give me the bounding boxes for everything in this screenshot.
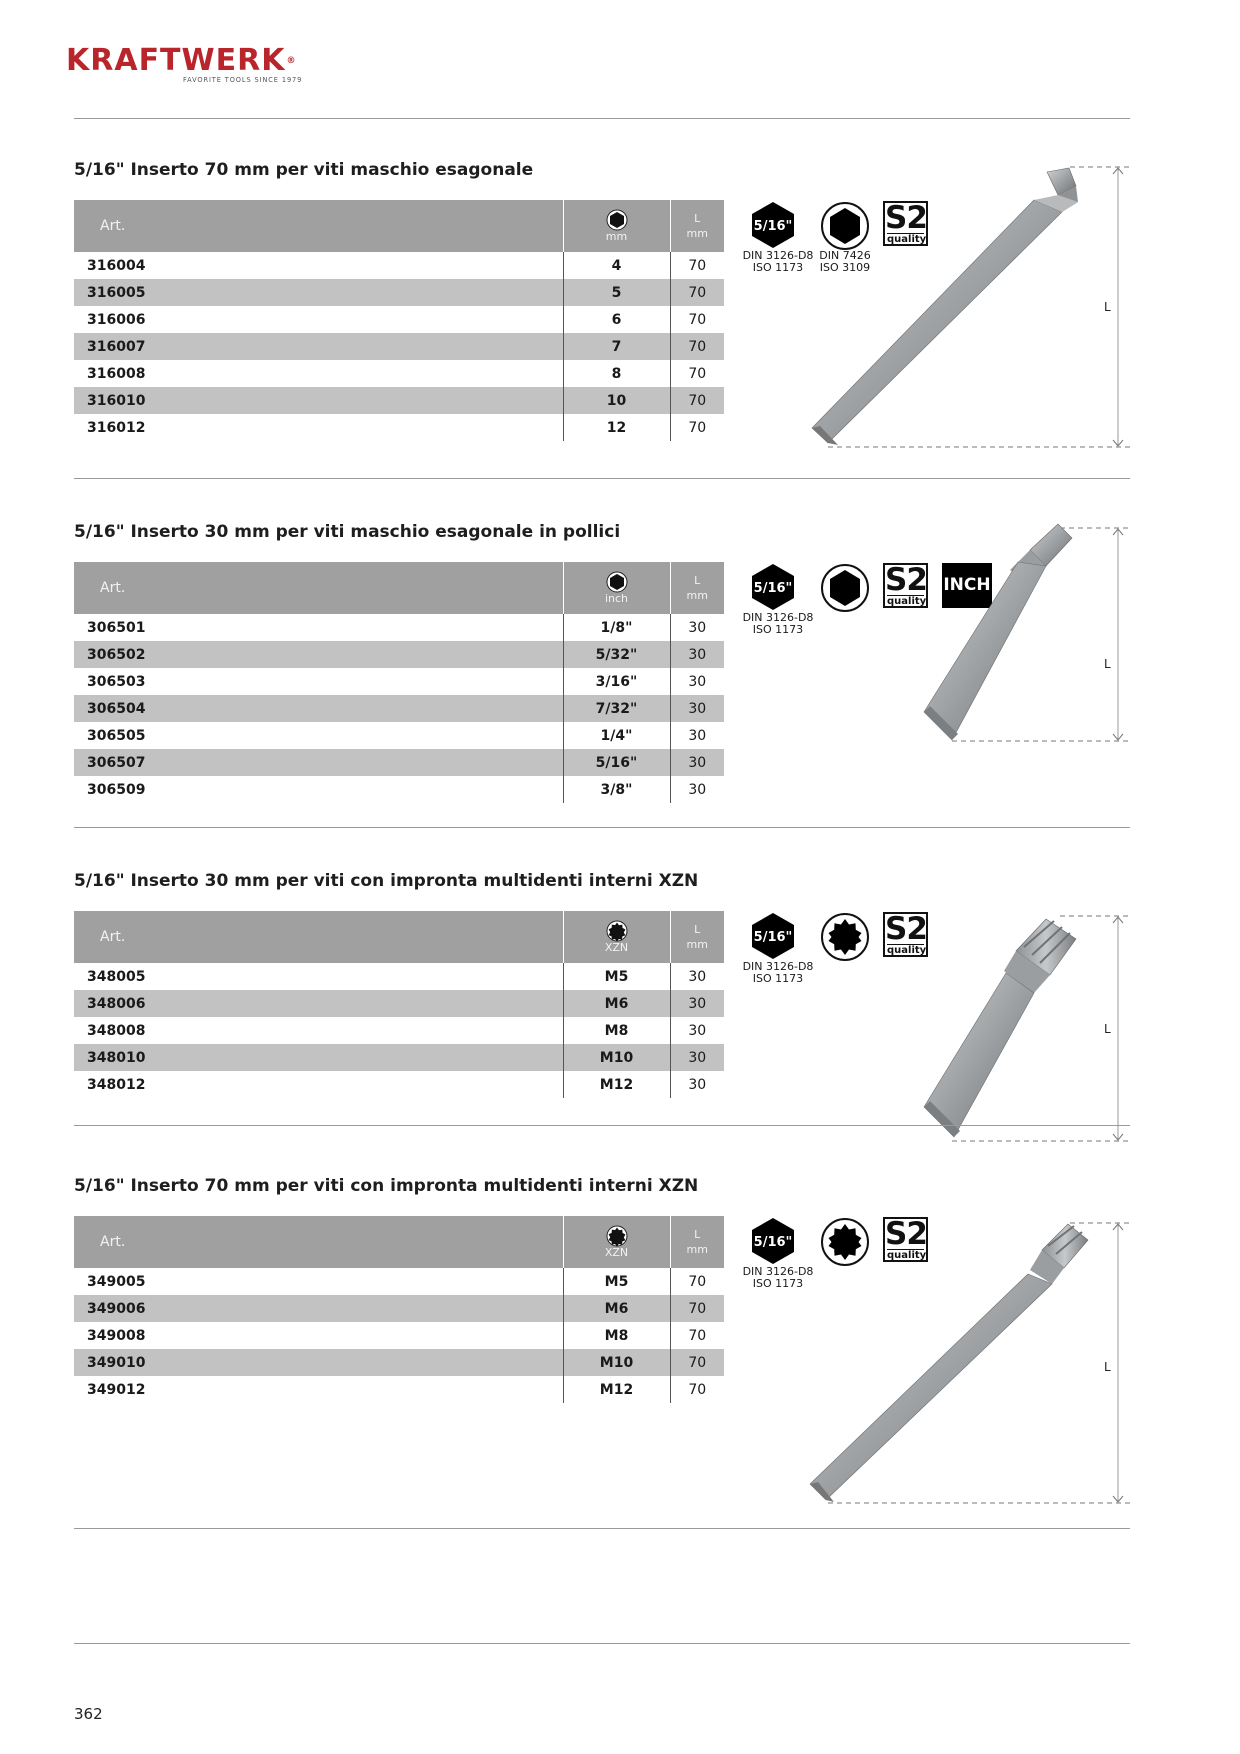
- svg-text:L: L: [1104, 300, 1111, 314]
- col-header-art: Art.: [74, 1216, 563, 1268]
- xzn-spline-icon: [606, 1225, 628, 1247]
- table-row: 306505 1/4" 30: [74, 722, 724, 749]
- svg-text:5/16": 5/16": [753, 1235, 793, 1250]
- xzn-spline-icon: [606, 920, 628, 942]
- table-row: 349006 M6 70: [74, 1295, 724, 1322]
- table-row: 348010 M10 30: [74, 1044, 724, 1071]
- s2-quality-badge: S2 quality: [885, 200, 927, 245]
- col-header-size: inch: [563, 562, 670, 614]
- table-row: 306503 3/16" 30: [74, 668, 724, 695]
- drive-size-badge: [750, 563, 796, 611]
- col-header-size: XZN: [563, 911, 670, 963]
- long-hex-bit-image: [780, 160, 1150, 460]
- section-title: 5/16" Inserto 30 mm per viti con impronta multidenti interni XZN: [74, 871, 699, 891]
- table-row: 316008 8 70: [74, 360, 724, 387]
- col-header-art: Art.: [74, 562, 563, 614]
- divider: [74, 1643, 1130, 1644]
- hex-profile-icon: [820, 563, 870, 613]
- table-row: 316005 5 70: [74, 279, 724, 306]
- standard-label: DIN 3126-D8 ISO 1173: [742, 249, 814, 274]
- col-header-art: Art.: [74, 911, 563, 963]
- short-hex-bit-image: [900, 522, 1150, 762]
- table-row: 316006 6 70: [74, 306, 724, 333]
- svg-text:L: L: [1104, 1022, 1111, 1036]
- drive-size-badge: [750, 912, 796, 960]
- svg-text:5/16": 5/16": [753, 581, 793, 596]
- brand-name: KRAFTWERK®: [66, 43, 297, 78]
- s2-quality-badge: S2 quality: [885, 562, 927, 607]
- page-number: 362: [74, 1705, 103, 1723]
- hex-socket-icon: [606, 571, 628, 593]
- table-row: 348012 M12 30: [74, 1071, 724, 1098]
- standard-label: DIN 3126-D8 ISO 1173: [742, 611, 814, 636]
- col-header-length: L mm: [670, 911, 724, 963]
- short-xzn-bit-image: [900, 911, 1150, 1161]
- section-title: 5/16" Inserto 30 mm per viti maschio esagonale in pollici: [74, 522, 621, 542]
- s2-quality-badge: S2 quality: [885, 1216, 927, 1261]
- table-row: 306502 5/32" 30: [74, 641, 724, 668]
- table-header: [74, 1216, 724, 1268]
- section-title: 5/16" Inserto 70 mm per viti con impronta multidenti interni XZN: [74, 1176, 699, 1196]
- divider: [74, 827, 1130, 828]
- xzn-profile-icon: [820, 912, 870, 962]
- spec-table: [74, 911, 724, 1098]
- svg-text:5/16": 5/16": [753, 930, 793, 945]
- col-header-art: Art.: [74, 200, 563, 252]
- table-row: 349008 M8 70: [74, 1322, 724, 1349]
- long-xzn-bit-image: [780, 1220, 1150, 1520]
- table-row: 348005 M5 30: [74, 963, 724, 990]
- hex-socket-icon: [606, 209, 628, 231]
- divider: [74, 1125, 1130, 1126]
- s2-quality-badge: S2 quality: [885, 911, 927, 956]
- col-header-length: L mm: [670, 200, 724, 252]
- divider: [74, 1528, 1130, 1529]
- inch-badge: INCH: [942, 563, 992, 608]
- spec-table: [74, 200, 724, 441]
- spec-table: [74, 1216, 724, 1403]
- divider: [74, 478, 1130, 479]
- table-row: 349010 M10 70: [74, 1349, 724, 1376]
- svg-text:L: L: [1104, 1360, 1111, 1374]
- table-row: 316007 7 70: [74, 333, 724, 360]
- col-header-size: mm: [563, 200, 670, 252]
- standard-label: DIN 7426 ISO 3109: [819, 249, 871, 274]
- table-row: 349012 M12 70: [74, 1376, 724, 1403]
- spec-table: [74, 562, 724, 803]
- col-header-length: L mm: [670, 562, 724, 614]
- standard-label: DIN 3126-D8 ISO 1173: [742, 960, 814, 985]
- col-header-length: L mm: [670, 1216, 724, 1268]
- table-header: [74, 911, 724, 963]
- brand-tagline: FAVORITE TOOLS SINCE 1979: [183, 76, 303, 84]
- brand-logo: [66, 43, 336, 86]
- svg-text:L: L: [1104, 657, 1111, 671]
- table-row: 316012 12 70: [74, 414, 724, 441]
- divider: [74, 118, 1130, 119]
- table-row: 306504 7/32" 30: [74, 695, 724, 722]
- col-header-size: XZN: [563, 1216, 670, 1268]
- table-row: 306501 1/8" 30: [74, 614, 724, 641]
- section-title: 5/16" Inserto 70 mm per viti maschio esagonale: [74, 160, 534, 180]
- table-row: 306509 3/8" 30: [74, 776, 724, 803]
- table-row: 348006 M6 30: [74, 990, 724, 1017]
- table-row: 348008 M8 30: [74, 1017, 724, 1044]
- table-header: [74, 562, 724, 614]
- table-row: 349005 M5 70: [74, 1268, 724, 1295]
- table-header: [74, 200, 724, 252]
- table-row: 316004 4 70: [74, 252, 724, 279]
- table-row: 316010 10 70: [74, 387, 724, 414]
- svg-text:5/16": 5/16": [753, 219, 793, 234]
- standard-label: DIN 3126-D8 ISO 1173: [742, 1265, 814, 1290]
- table-row: 306507 5/16" 30: [74, 749, 724, 776]
